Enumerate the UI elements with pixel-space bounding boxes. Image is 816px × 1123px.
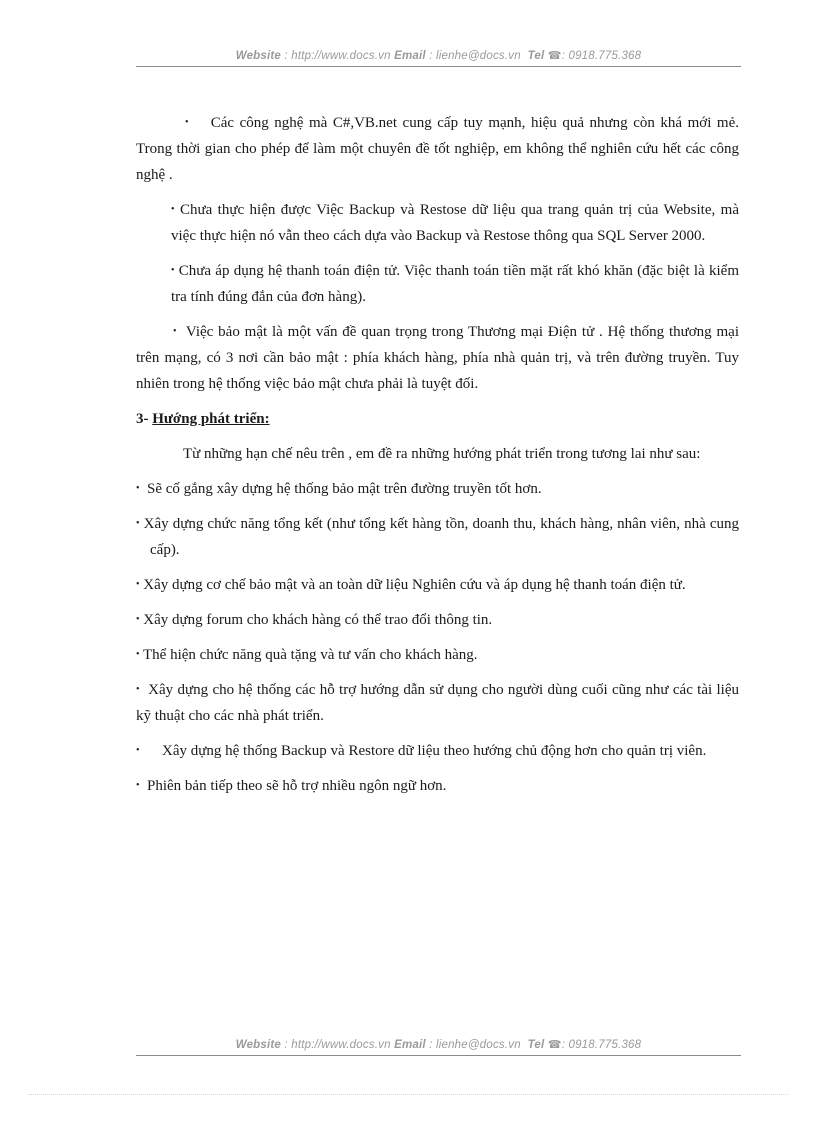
bullet-icon: • [136, 780, 140, 791]
list-item [136, 642, 739, 668]
limitation-text-4: Việc bảo mật là một vấn đề quan trọng trong Thương mại Điện tử . Hệ thống thương mại trên mạng, có 3 nơi cần bảo mật : phía khách hàng, phía nhà quản trị, và trên đường truyền. Tuy nhiên trong hệ thống việc bảo mật chưa phải là tuyệt đối. [136, 324, 739, 392]
list-item [136, 476, 739, 502]
phone-icon: ☎ [547, 50, 562, 62]
limitation-paragraph-3 [171, 258, 739, 310]
footer-website-url[interactable]: http://www.docs.vn [291, 1039, 391, 1051]
list-item [136, 773, 739, 799]
bullet-icon: • [173, 326, 177, 337]
header-email-label: Email [394, 50, 426, 62]
header-website-url[interactable]: http://www.docs.vn [291, 50, 391, 62]
document-body [136, 110, 739, 808]
list-item [136, 738, 739, 764]
bullet-icon: • [136, 649, 140, 660]
footer-email-label: Email [394, 1039, 426, 1051]
header-website-sep: : [281, 50, 292, 62]
bullet-icon: • [136, 518, 140, 529]
section-number: 3- [136, 411, 153, 427]
section-heading [136, 406, 739, 432]
header-email-value[interactable]: lienhe@docs.vn [435, 50, 521, 62]
list-item [136, 572, 739, 598]
page-header [136, 49, 741, 62]
limitation-text-1: Các công nghệ mà C#,VB.net cung cấp tuy mạnh, hiệu quả nhưng còn khá mới mẻ. Trong thời gian cho phép để làm một chuyên đề tốt nghiệp, em không thể nghiên cứu hết các công nghệ . [136, 115, 739, 183]
header-website-label: Website [235, 50, 282, 62]
bullet-icon: • [136, 579, 140, 590]
section-title: Hướng phát triển: [152, 411, 270, 427]
bullet-icon: • [171, 265, 175, 276]
list-item [136, 511, 739, 563]
footer-email-sep: : [425, 1039, 436, 1051]
list-item-text: Xây dựng chức năng tổng kết (như tổng kết hàng tồn, doanh thu, khách hàng, nhân viên, nhà cung cấp). [143, 516, 739, 558]
bullet-icon: • [136, 614, 140, 625]
footer-email-value[interactable]: lienhe@docs.vn [435, 1039, 521, 1051]
list-item-text: Sẽ cố gắng xây dựng hệ thống bảo mật trên đường truyền tốt hơn. [147, 481, 542, 497]
bullet-icon: • [136, 483, 140, 494]
limitation-text-3: Chưa áp dụng hệ thanh toán điện tử. Việc thanh toán tiền mặt rất khó khăn (đặc biệt là kiểm tra tính đúng đắn của đơn hàng). [171, 263, 739, 305]
list-item [136, 607, 739, 633]
limitation-paragraph-2 [171, 197, 739, 249]
list-item-text: Xây dựng hệ thống Backup và Restore dữ liệu theo hướng chủ động hơn cho quản trị viên. [162, 743, 707, 759]
footer-tel-value: : 0918.775.368 [561, 1039, 642, 1051]
header-email-sep: : [425, 50, 436, 62]
bullet-icon: • [171, 204, 175, 215]
bullet-icon: • [136, 684, 140, 695]
list-item-text: Thể hiện chức năng quà tặng và tư vấn cho khách hàng. [143, 647, 478, 663]
page-bottom-edge [28, 1094, 788, 1095]
section-intro: Từ những hạn chế nêu trên , em đề ra những hướng phát triển trong tương lai như sau: [183, 446, 701, 462]
footer-website-sep: : [281, 1039, 292, 1051]
limitation-paragraph-1 [136, 110, 739, 188]
header-tel-label: Tel [527, 50, 545, 62]
footer-tel-label: Tel [527, 1039, 545, 1051]
limitation-text-2: Chưa thực hiện được Việc Backup và Restose dữ liệu qua trang quản trị của Website, mà việc thực hiện nó vẫn theo cách dựa vào Backup và Restose thông qua SQL Server 2000. [171, 202, 740, 244]
header-divider [136, 66, 741, 67]
footer-website-label: Website [235, 1039, 282, 1051]
bullet-icon: • [185, 117, 189, 128]
list-item-text: Xây dựng forum cho khách hàng có thể trao đổi thông tin. [143, 612, 493, 628]
list-item-text: Phiên bản tiếp theo sẽ hỗ trợ nhiều ngôn ngữ hơn. [147, 778, 447, 794]
phone-icon: ☎ [547, 1039, 562, 1051]
list-item-text: Xây dựng cơ chế bảo mật và an toàn dữ liệu Nghiên cứu và áp dụng hệ thanh toán điện tử. [143, 577, 686, 593]
footer-divider [136, 1055, 741, 1056]
page-footer [136, 1038, 741, 1051]
list-item [136, 677, 739, 729]
bullet-icon: • [136, 745, 140, 756]
limitation-paragraph-4 [136, 319, 739, 397]
header-tel-value: : 0918.775.368 [561, 50, 642, 62]
list-item-text: Xây dựng cho hệ thống các hỗ trợ hướng dẫn sử dụng cho người dùng cuối cũng như các tài liệu kỹ thuật cho các nhà phát triển. [136, 682, 739, 724]
